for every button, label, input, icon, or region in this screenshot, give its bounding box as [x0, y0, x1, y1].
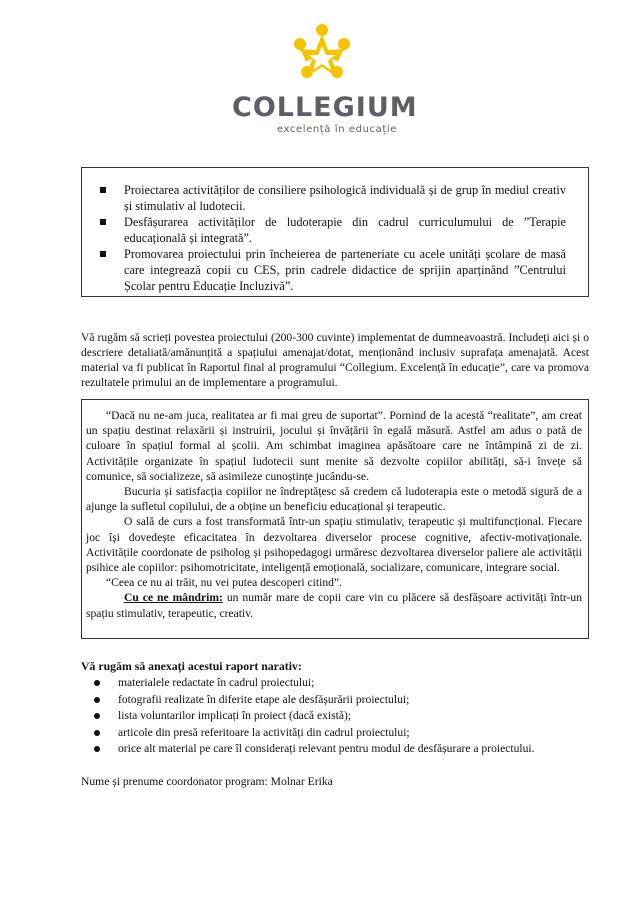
- coordinator-name: Nume și prenume coordonator program: Molnar Erika: [81, 775, 333, 788]
- bullet-icon: [94, 746, 100, 752]
- collegium-logo: [232, 22, 418, 140]
- story-paragraph: O sală de curs a fost transformată într-un spațiu stimulativ, terapeutic și multifuncțional. Fiecare joc își dovedește eficacitatea în dezvoltarea diverselor procese cognitive, afectiv-motivaționale. Activitățile coordonate de psiholog și psihopedagogi urmăresc dezvoltarea diverselor paliere ale activității psihice ale copiilor: psihomotricitate, inteligență emoțională, socializare, comunicare, integrare social.: [86, 515, 582, 575]
- list-item: Proiectarea activităților de consiliere psihologică individuală și de grup în mediul creativ și stimulativ al ludotecii.: [98, 182, 566, 214]
- list-item: materialele redactate în cadrul proiectului;: [81, 675, 589, 692]
- list-item: Desfășurarea activităților de ludoterapie din cadrul curriculumului de ”Terapie educațională și integrată”.: [98, 214, 566, 246]
- bullet-icon: [94, 713, 100, 719]
- pride-label: Cu ce ne mândrim:: [124, 591, 223, 605]
- objectives-list: [98, 182, 566, 294]
- story-paragraph: Bucuria și satisfacția copiilor ne îndreptățesc să credem că ludoterapia este o metodă sigură de a ajunge la sufletul copilului, de a obține un beneficiu educațional și terapeutic.: [86, 485, 582, 514]
- objectives-box: [81, 167, 589, 297]
- list-item: Promovarea proiectului prin încheierea de parteneriate cu acele unități școlare de masă care integrează copii cu CES, prin cadrele didactice de sprijin aparținând ”Centrului Școlar pentru Educație Incluzivă”.: [98, 246, 566, 294]
- annex-heading: Vă rugăm să anexați acestui raport narativ:: [81, 659, 302, 673]
- square-bullet-icon: [100, 251, 106, 257]
- list-item: orice alt material pe care îl considerați relevant pentru modul de desfășurare a proiectului.: [81, 741, 589, 758]
- bullet-icon: [94, 697, 100, 703]
- project-story-box: [81, 399, 589, 639]
- bullet-icon: [94, 730, 100, 736]
- brand-tagline: excelență în educație: [276, 124, 398, 135]
- annex-list: [81, 675, 589, 758]
- brand-name: COLLEGIUM: [232, 92, 418, 123]
- square-bullet-icon: [100, 219, 106, 225]
- story-quote: “Ceea ce nu ai trăit, nu vei putea descoperi citind”.: [106, 576, 342, 590]
- star-emblem-icon: [282, 22, 362, 92]
- list-item: fotografii realizate în diferite etape ale desfășurării proiectului;: [81, 692, 589, 709]
- story-paragraph: Cu ce ne mândrim: un număr mare de copii care vin cu plăcere să desfășoare activități într-un spațiu stimulativ, terapeutic, creativ.: [86, 591, 583, 620]
- list-item: lista voluntarilor implicați în proiect (dacă există);: [81, 708, 589, 725]
- story-paragraph: “Dacă nu ne-am juca, realitatea ar fi mai greu de suportat”. Pornind de la acestă “realitate”, am creat un spațiu destinat relaxării și instruirii, jocului și învățării în egală măsură. Astfel am adus o pată de culoare în spațiul formal al școlii. Am schimbat imaginea apăsătoare care ne întâmpină zi de zi. Activitățile organizate în spațiul ludotecii sunt menite să dezvolte copiilor abilități, să-i învețe să comunice, să socializeze, să asimileze cunoștințe jucându-se.: [86, 409, 582, 483]
- list-item: articole din presă referitoare la activități din cadrul proiectului;: [81, 725, 589, 742]
- instructions-paragraph: Vă rugăm să scrieți povestea proiectului (200-300 cuvinte) implementat de dumneavoastră. Includeți aici și o descriere detaliată/amănunțită a spațiului amenajat/dotat, menționând inclusiv suprafața amenajată. Acest material va fi publicat în Raportul final al programului “Collegium. Excelență în educație”, care va promova rezultatele primului an de implementare a programului.: [81, 331, 589, 389]
- bullet-icon: [94, 680, 100, 686]
- square-bullet-icon: [100, 187, 106, 193]
